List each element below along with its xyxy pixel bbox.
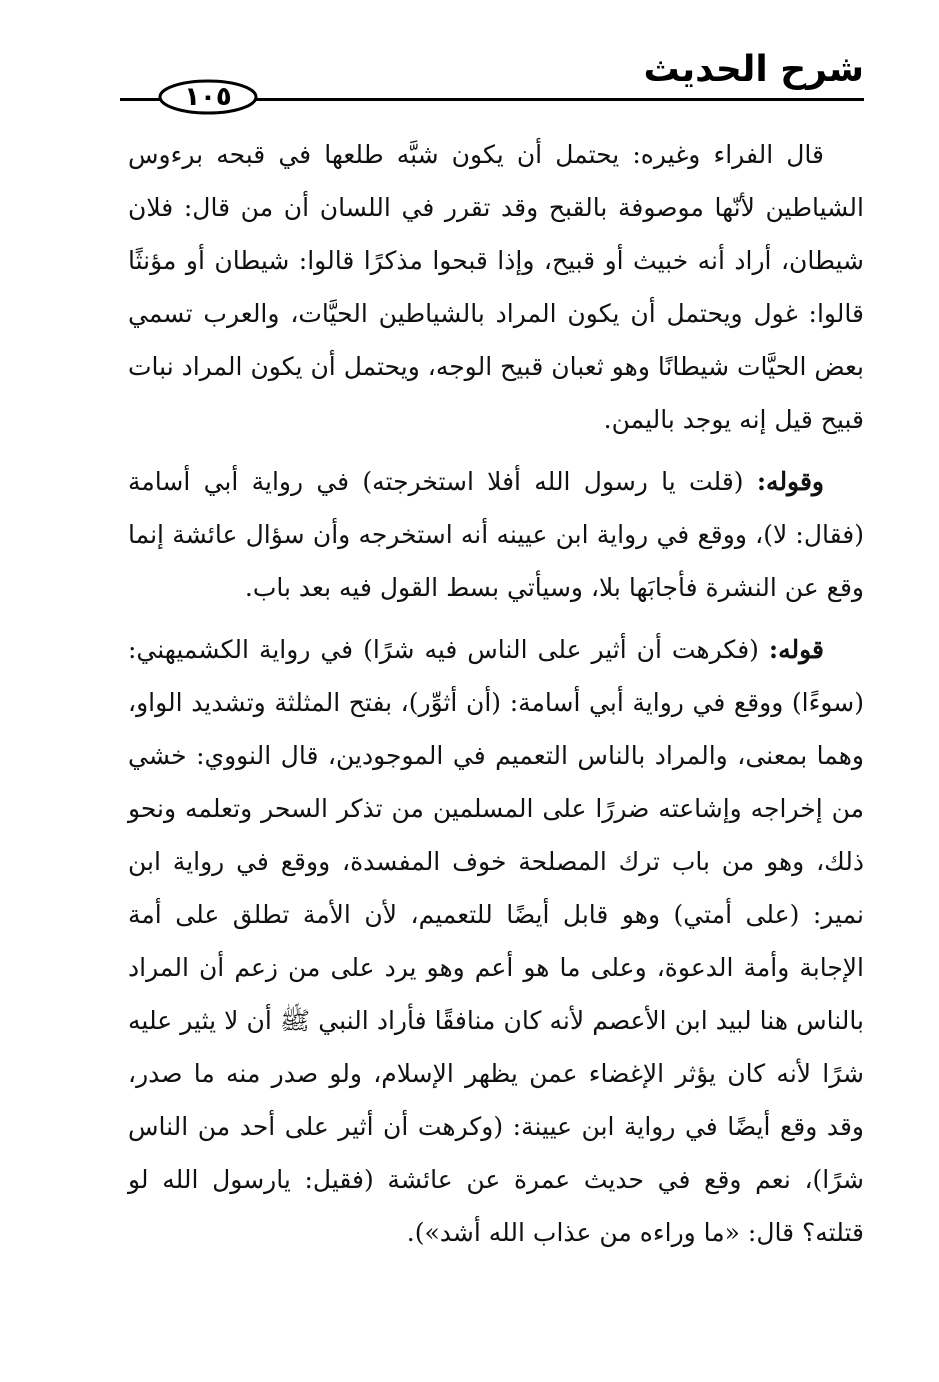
page-number: ١٠٥ xyxy=(184,82,232,112)
page-header xyxy=(120,44,864,114)
paragraph-lead: قوله: xyxy=(768,635,824,664)
paragraph-1 xyxy=(128,128,864,446)
paragraph-text: قال الفراء وغيره: يحتمل أن يكون شبَّه طلعها في قبحه برءوس الشياطين لأنّها موصوفة بالقبح وقد تقرر في اللسان أن من قال: فلان شيطان، أراد أنه خبيث أو قبيح، وإذا قبحوا مذكرًا قالوا: شيطان أو مؤنثًا قالوا: غول ويحتمل أن يكون المراد بالشياطين الحيَّات، والعرب تسمي بعض الحيَّات شيطانًا وهو ثعبان قبيح الوجه، ويحتمل أن يكون المراد نبات قبيح قيل إنه يوجد باليمن. xyxy=(128,140,864,434)
page-body xyxy=(128,128,864,1268)
paragraph-3 xyxy=(128,623,864,1259)
running-title: شرح الحديث xyxy=(643,49,864,90)
paragraph-text: (قلت يا رسول الله أفلا استخرجته) في رواية أبي أسامة (فقال: لا)، ووقع في رواية ابن عيينه أنه استخرجه وأن سؤال عائشة إنما وقع عن النشرة فأجابَها بلا، وسيأتي بسط القول فيه بعد باب. xyxy=(128,467,864,602)
paragraph-2 xyxy=(128,455,864,614)
paragraph-text: (فكرهت أن أثير على الناس فيه شرًا) في رواية الكشميهني: (سوءًا) ووقع في رواية أبي أسامة: (أن أثوِّر)، بفتح المثلثة وتشديد الواو، وهما بمعنى، والمراد بالناس التعميم في الموجودين، قال النووي: خشي من إخراجه وإشاعته ضررًا على المسلمين من تذكر السحر وتعلمه ونحو ذلك، وهو من باب ترك المصلحة خوف المفسدة، ووقع في رواية ابن نمير: (على أمتي) وهو قابل أيضًا للتعميم، لأن الأمة تطلق على أمة الإجابة وأمة الدعوة، وعلى ما هو أعم وهو يرد على من زعم أن المراد بالناس هنا لبيد ابن الأعصم لأنه كان منافقًا فأراد النبي ﷺ أن لا يثير عليه شرًا لأنه كان يؤثر الإغضاء عمن يظهر الإسلام، ولو صدر منه ما صدر، وقد وقع أيضًا في رواية ابن عيينة: (وكرهت أن أثير على أحد من الناس شرًا)، نعم وقع في حديث عمرة عن عائشة (فقيل: يارسول الله لو قتلته؟ قال: «ما وراءه من عذاب الله أشد»). xyxy=(128,635,864,1247)
paragraph-lead: وقوله: xyxy=(756,467,824,496)
page-number-oval xyxy=(156,78,260,116)
